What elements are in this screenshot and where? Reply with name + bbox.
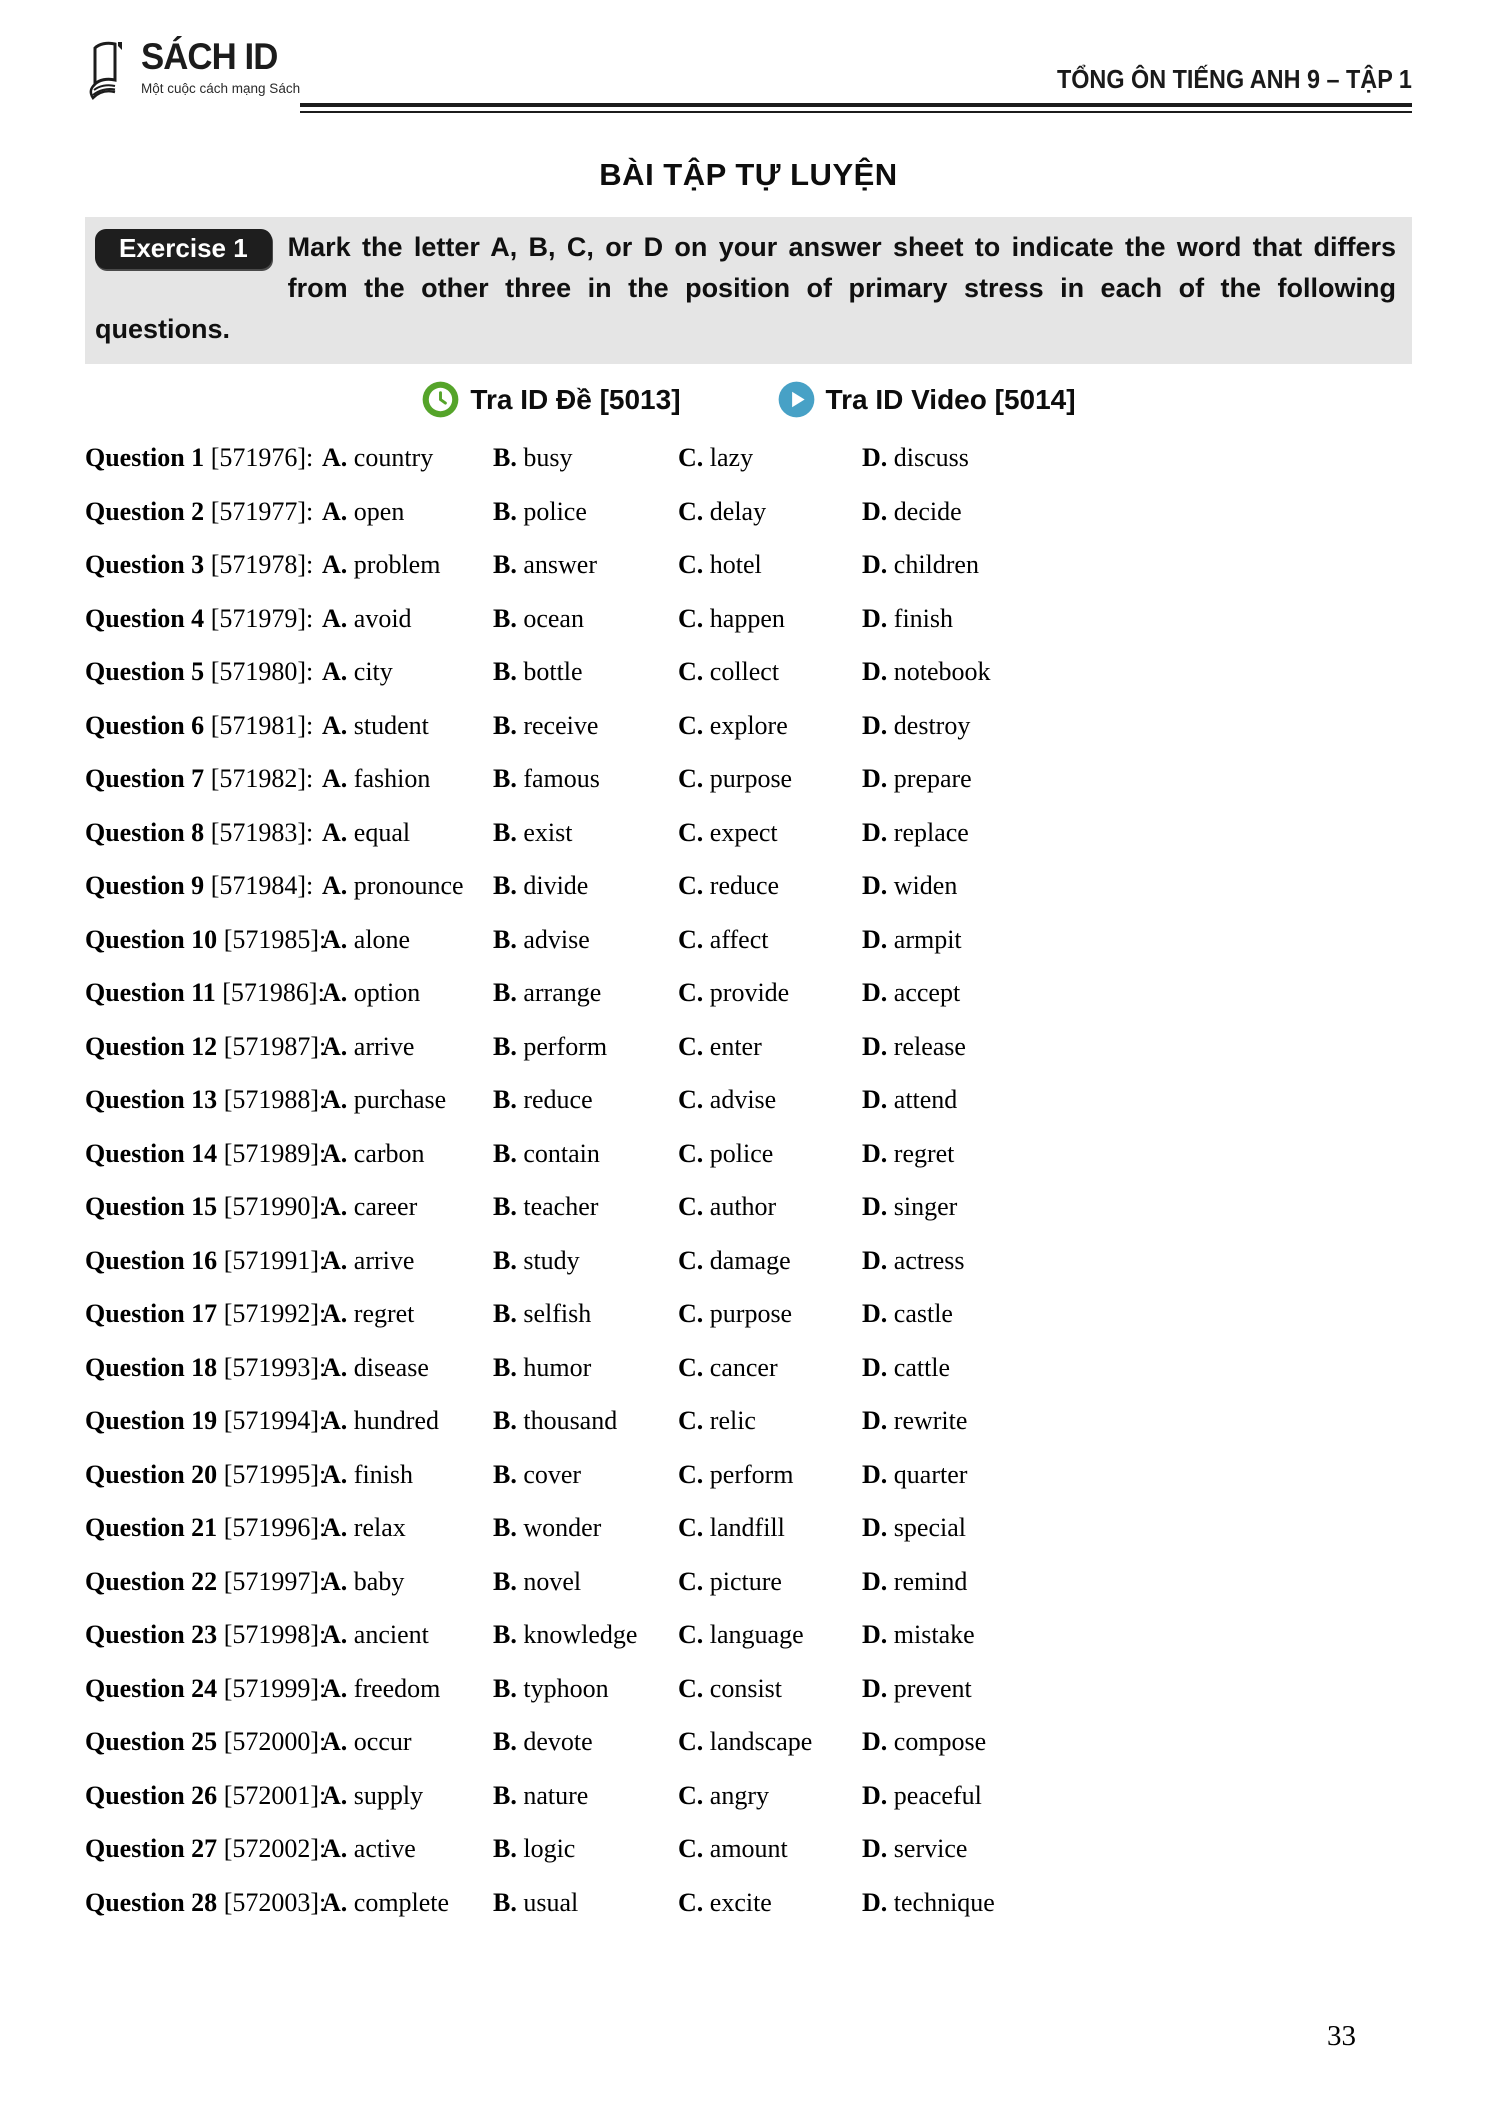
question-label: Question 7 [571982]: — [85, 764, 314, 793]
option-C: C. collect — [678, 657, 780, 686]
question-row — [85, 538, 1412, 592]
exercise-instruction-box — [85, 217, 1412, 364]
option-C: C. perform — [678, 1459, 794, 1489]
question-row — [85, 1608, 1412, 1662]
option-A: A. arrive — [322, 1031, 415, 1061]
play-icon — [777, 380, 816, 419]
option-A: A. purchase — [322, 1085, 447, 1114]
option-B: B. typhoon — [493, 1673, 609, 1703]
option-A: A. problem — [322, 550, 441, 579]
option-C: C. amount — [678, 1834, 788, 1863]
question-row — [85, 806, 1412, 860]
question-row — [85, 1341, 1412, 1395]
option-D: D. mistake — [862, 1620, 975, 1649]
page-header — [85, 36, 1412, 113]
question-row — [85, 592, 1412, 646]
page-title: BÀI TẬP TỰ LUYỆN — [599, 157, 898, 192]
option-A: A. fashion — [322, 764, 431, 793]
question-label: Question 15 [571990]: — [85, 1192, 327, 1221]
sach-id-logo — [85, 36, 300, 102]
question-label: Question 8 [571983]: — [85, 817, 314, 847]
option-B: B. study — [493, 1245, 580, 1275]
option-B: B. selfish — [493, 1299, 592, 1328]
question-row — [85, 752, 1412, 806]
question-row — [85, 1662, 1412, 1716]
question-row — [85, 1448, 1412, 1502]
question-row — [85, 1769, 1412, 1823]
option-D: D. release — [862, 1031, 966, 1061]
option-C: C. author — [678, 1192, 777, 1221]
option-C: C. hotel — [678, 550, 762, 579]
option-D: D. notebook — [862, 657, 991, 686]
option-B: B. novel — [493, 1566, 582, 1596]
question-label: Question 24 [571999]: — [85, 1673, 327, 1703]
option-B: B. reduce — [493, 1085, 593, 1114]
header-right — [300, 36, 1412, 113]
option-A: A. ancient — [322, 1620, 429, 1649]
question-row — [85, 913, 1412, 967]
option-A: A. disease — [322, 1352, 429, 1382]
option-B: B. usual — [493, 1887, 579, 1917]
option-A: A. freedom — [322, 1673, 441, 1703]
question-label: Question 12 [571987]: — [85, 1031, 327, 1061]
option-B: B. contain — [493, 1138, 600, 1168]
question-label: Question 19 [571994]: — [85, 1406, 327, 1435]
question-row — [85, 1234, 1412, 1288]
question-label: Question 27 [572002]: — [85, 1834, 327, 1863]
option-D: D. special — [862, 1513, 966, 1542]
option-D: D. replace — [862, 817, 969, 847]
option-D: D. actress — [862, 1245, 965, 1275]
question-label: Question 2 [571977]: — [85, 496, 314, 526]
option-B: B. humor — [493, 1352, 592, 1382]
question-label: Question 5 [571980]: — [85, 657, 314, 686]
logo-text — [141, 36, 300, 96]
question-row — [85, 1501, 1412, 1555]
book-title: TỔNG ÔN TIẾNG ANH 9 – TẬP 1 — [1057, 64, 1412, 94]
question-row — [85, 1555, 1412, 1609]
option-D: D. singer — [862, 1192, 958, 1221]
option-D: D. prevent — [862, 1673, 972, 1703]
option-D: D. widen — [862, 871, 958, 900]
question-row — [85, 1127, 1412, 1181]
option-D: D. prepare — [862, 764, 972, 793]
option-B: B. ocean — [493, 603, 584, 633]
option-B: B. nature — [493, 1780, 589, 1810]
question-row — [85, 431, 1412, 485]
option-C: C. picture — [678, 1566, 782, 1596]
option-C: C. expect — [678, 817, 778, 847]
option-B: B. teacher — [493, 1192, 599, 1221]
option-B: B. thousand — [493, 1406, 618, 1435]
option-C: C. angry — [678, 1780, 769, 1810]
question-row — [85, 1394, 1412, 1448]
question-label: Question 17 [571992]: — [85, 1299, 327, 1328]
tra-id-video-label: Tra ID Video [5014] — [825, 383, 1076, 415]
option-D: D. accept — [862, 978, 961, 1007]
clock-icon — [421, 380, 460, 419]
question-label: Question 4 [571979]: — [85, 603, 314, 633]
option-D: D. quarter — [862, 1459, 968, 1489]
option-B: B. cover — [493, 1459, 582, 1489]
option-D: D. technique — [862, 1887, 995, 1917]
option-A: A. city — [322, 657, 393, 686]
option-A: A. alone — [322, 924, 411, 954]
option-B: B. divide — [493, 871, 589, 900]
question-row — [85, 1287, 1412, 1341]
tra-id-de-link[interactable] — [421, 380, 680, 419]
option-C: C. landscape — [678, 1727, 813, 1756]
option-B: B. answer — [493, 550, 597, 579]
option-B: B. perform — [493, 1031, 608, 1061]
option-A: A. country — [322, 443, 434, 472]
header-divider — [300, 103, 1412, 113]
option-D: D. cattle — [862, 1352, 951, 1382]
question-row — [85, 1180, 1412, 1234]
option-C: C. provide — [678, 978, 790, 1007]
option-C: C. damage — [678, 1245, 791, 1275]
question-row — [85, 1073, 1412, 1127]
logo-title: SÁCH ID — [141, 36, 278, 77]
option-B: B. bottle — [493, 657, 583, 686]
option-C: C. lazy — [678, 443, 754, 472]
option-B: B. busy — [493, 443, 573, 472]
option-D: D. service — [862, 1834, 968, 1863]
option-A: A. hundred — [322, 1406, 439, 1435]
option-A: A. relax — [322, 1513, 406, 1542]
option-C: C. explore — [678, 710, 788, 740]
option-C: C. advise — [678, 1085, 777, 1114]
question-label: Question 16 [571991]: — [85, 1245, 327, 1275]
option-C: C. police — [678, 1138, 774, 1168]
question-row — [85, 966, 1412, 1020]
option-A: A. baby — [322, 1566, 405, 1596]
question-label: Question 6 [571981]: — [85, 710, 314, 740]
question-row — [85, 859, 1412, 913]
question-label: Question 10 [571985]: — [85, 924, 327, 954]
option-D: D. destroy — [862, 710, 971, 740]
option-D: D. discuss — [862, 443, 969, 472]
question-row — [85, 1715, 1412, 1769]
option-A: A. avoid — [322, 603, 412, 633]
option-D: D. decide — [862, 496, 962, 526]
option-D: D. regret — [862, 1138, 955, 1168]
question-label: Question 28 [572003]: — [85, 1887, 327, 1917]
option-D: D. armpit — [862, 924, 962, 954]
question-label: Question 26 [572001]: — [85, 1780, 327, 1810]
question-label: Question 9 [571984]: — [85, 871, 314, 900]
logo-tagline: Một cuộc cách mạng Sách — [141, 81, 301, 96]
question-label: Question 23 [571998]: — [85, 1620, 327, 1649]
question-label: Question 13 [571988]: — [85, 1085, 327, 1114]
option-B: B. exist — [493, 817, 573, 847]
option-C: C. cancer — [678, 1352, 778, 1382]
option-B: B. knowledge — [493, 1620, 638, 1649]
option-B: B. advise — [493, 924, 590, 954]
option-A: A. option — [322, 978, 421, 1007]
option-D: D. attend — [862, 1085, 958, 1114]
option-C: C. enter — [678, 1031, 762, 1061]
question-row — [85, 699, 1412, 753]
question-label: Question 22 [571997]: — [85, 1566, 327, 1596]
option-A: A. pronounce — [322, 871, 464, 900]
option-B: B. famous — [493, 764, 600, 793]
option-A: A. arrive — [322, 1245, 415, 1275]
question-label: Question 18 [571993]: — [85, 1352, 327, 1382]
option-C: C. delay — [678, 496, 767, 526]
option-D: D. peaceful — [862, 1780, 982, 1810]
option-D: D. compose — [862, 1727, 987, 1756]
option-C: C. landfill — [678, 1513, 785, 1542]
tra-id-video-link[interactable] — [777, 380, 1076, 419]
tra-id-links — [85, 380, 1412, 419]
option-D: D. finish — [862, 603, 954, 633]
option-C: C. purpose — [678, 764, 793, 793]
book-logo-icon — [85, 40, 135, 102]
option-C: C. purpose — [678, 1299, 793, 1328]
exercise-instruction: Mark the letter A, B, C, or D on your answer sheet to indicate the word that differs from the other three in the position of primary stress in each of the following questions. — [95, 232, 1396, 344]
question-label: Question 25 [572000]: — [85, 1727, 327, 1756]
option-D: D. remind — [862, 1566, 968, 1596]
option-A: A. career — [322, 1192, 418, 1221]
option-B: B. wonder — [493, 1513, 602, 1542]
option-A: A. student — [322, 710, 429, 740]
question-label: Question 1 [571976]: — [85, 443, 314, 472]
option-A: A. supply — [322, 1780, 424, 1810]
option-A: A. active — [322, 1834, 416, 1863]
question-label: Question 3 [571978]: — [85, 550, 314, 579]
option-C: C. excite — [678, 1887, 772, 1917]
option-D: D. castle — [862, 1299, 953, 1328]
option-A: A. carbon — [322, 1138, 425, 1168]
option-B: B. arrange — [493, 978, 602, 1007]
option-B: B. receive — [493, 710, 599, 740]
option-A: A. complete — [322, 1887, 450, 1917]
option-C: C. language — [678, 1620, 804, 1649]
question-label: Question 20 [571995]: — [85, 1459, 327, 1489]
option-A: A. occur — [322, 1727, 412, 1756]
option-A: A. regret — [322, 1299, 415, 1328]
exercise-badge: Exercise 1 — [95, 229, 272, 269]
option-B: B. police — [493, 496, 587, 526]
option-C: C. relic — [678, 1406, 756, 1435]
question-row — [85, 1020, 1412, 1074]
option-A: A. open — [322, 496, 405, 526]
tra-id-de-label: Tra ID Đề [5013] — [470, 383, 681, 415]
option-B: B. logic — [493, 1834, 576, 1863]
option-C: C. affect — [678, 924, 769, 954]
option-A: A. finish — [322, 1459, 414, 1489]
option-C: C. reduce — [678, 871, 780, 900]
option-C: C. consist — [678, 1673, 783, 1703]
option-D: D. rewrite — [862, 1406, 968, 1435]
page-number: 33 — [1327, 2020, 1356, 2052]
question-row — [85, 1876, 1412, 1930]
question-row — [85, 485, 1412, 539]
questions-list — [85, 431, 1412, 1929]
option-A: A. equal — [322, 817, 411, 847]
question-row — [85, 1822, 1412, 1876]
question-label: Question 11 [571986]: — [85, 978, 325, 1007]
option-C: C. happen — [678, 603, 785, 633]
option-B: B. devote — [493, 1727, 593, 1756]
question-label: Question 21 [571996]: — [85, 1513, 327, 1542]
question-row — [85, 645, 1412, 699]
question-label: Question 14 [571989]: — [85, 1138, 327, 1168]
option-D: D. children — [862, 550, 979, 579]
